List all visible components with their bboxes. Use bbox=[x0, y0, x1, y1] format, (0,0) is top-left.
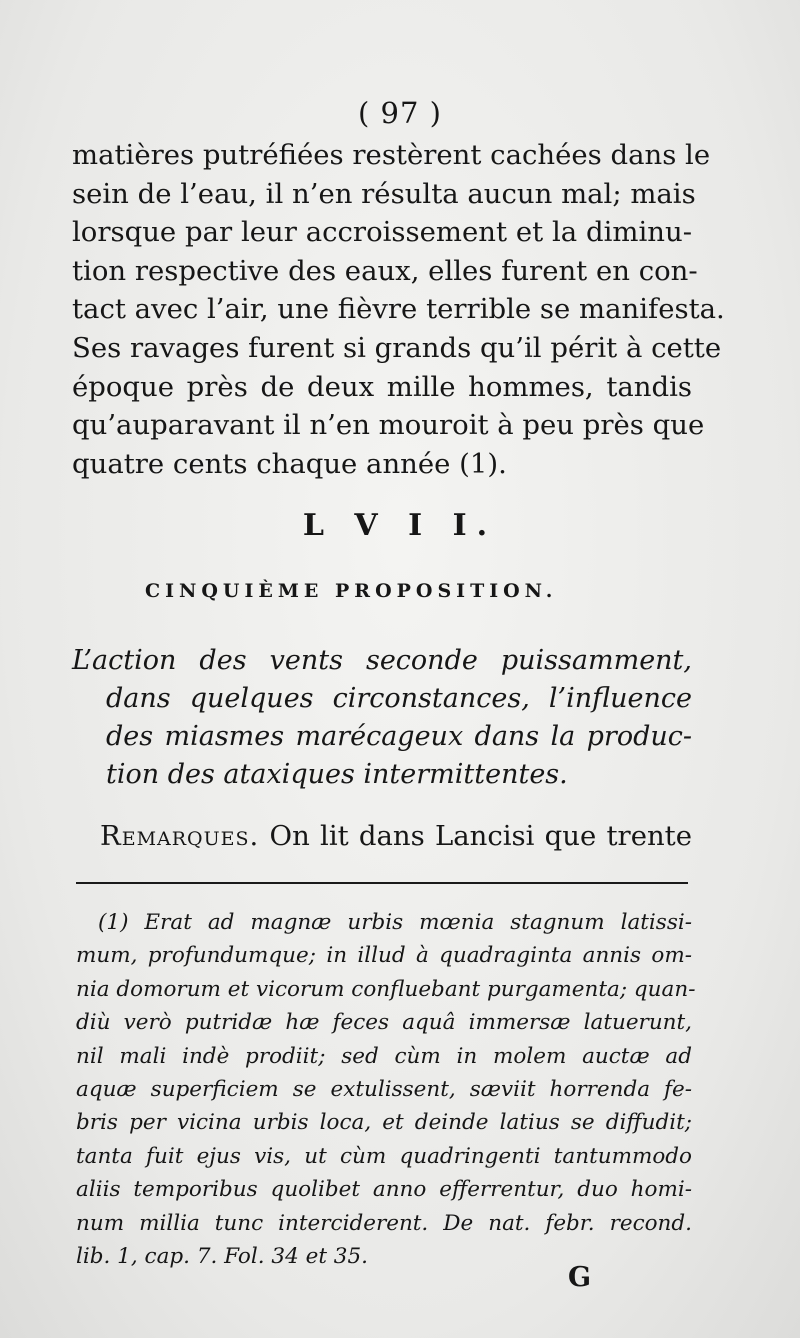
text-line: tact avec l’air, une fièvre terrible se manifesta. bbox=[72, 293, 725, 326]
footnote-line: aquæ superficiem se extulissent, sæviit horrenda fe- bbox=[76, 1076, 692, 1102]
remarques-paragraph bbox=[100, 816, 692, 856]
text-line: quatre cents chaque année (1). bbox=[72, 447, 507, 480]
text-line: lorsque par leur accroissement et la diminu- bbox=[72, 216, 692, 249]
proposition-line: tion des ataxiques intermittentes. bbox=[106, 759, 568, 790]
text-line: matières putréfiées restèrent cachées dans le bbox=[72, 139, 711, 171]
footnote-line: lib. 1, cap. 7. Fol. 34 et 35. bbox=[76, 1243, 368, 1269]
proposition-statement bbox=[72, 642, 692, 794]
footnote-line: nil mali indè prodiit; sed cùm in molem auctæ ad bbox=[76, 1043, 692, 1069]
footnote-line: tanta fuit ejus vis, ut cùm quadringenti tantummodo bbox=[76, 1143, 692, 1169]
footnote-line: aliis temporibus quolibet anno efferrentur, duo homi- bbox=[76, 1177, 692, 1203]
footnote-line: bris per vicina urbis loca, et deinde latius se diffudit; bbox=[76, 1110, 692, 1136]
text-line: qu’auparavant il n’en mouroit à peu près que bbox=[72, 409, 705, 442]
section-number: L V I I. bbox=[302, 508, 498, 543]
main-text bbox=[72, 136, 725, 483]
remarques-text: On lit dans Lancisi que trente bbox=[269, 820, 693, 852]
footnote-divider bbox=[76, 882, 688, 884]
proposition-line: des miasmes marécageux dans la produc- bbox=[106, 721, 692, 752]
text-line: Ses ravages furent si grands qu’il périt à cette bbox=[72, 331, 722, 364]
proposition-line: L’action des vents seconde puissamment, bbox=[72, 645, 692, 676]
proposition-title: CINQUIÈME PROPOSITION. bbox=[145, 580, 558, 602]
footnote-line: nia domorum et vicorum confluebant purgamenta; quan- bbox=[76, 976, 696, 1002]
signature-mark: G bbox=[568, 1262, 592, 1293]
footnote-line: (1) Erat ad magnæ urbis mœnia stagnum latissi- bbox=[98, 910, 692, 935]
page-number: ( 97 ) bbox=[358, 96, 442, 130]
footnote-line: diù verò putridæ hæ feces aquâ immersæ latuerunt, bbox=[76, 1010, 692, 1036]
text-line: tion respective des eaux, elles furent en con- bbox=[72, 254, 698, 287]
footnote-line: mum, profundumque; in illud à quadraginta annis om- bbox=[76, 943, 692, 969]
footnote bbox=[76, 906, 696, 1273]
text-line: époque près de deux mille hommes, tandis bbox=[72, 370, 692, 403]
remarques-label: Remarques. bbox=[100, 820, 260, 852]
text-line: sein de l’eau, il n’en résulta aucun mal; mais bbox=[72, 177, 696, 210]
footnote-line: num millia tunc interciderent. De nat. febr. recond. bbox=[76, 1210, 692, 1236]
proposition-line: dans quelques circonstances, l’influence bbox=[106, 683, 692, 714]
